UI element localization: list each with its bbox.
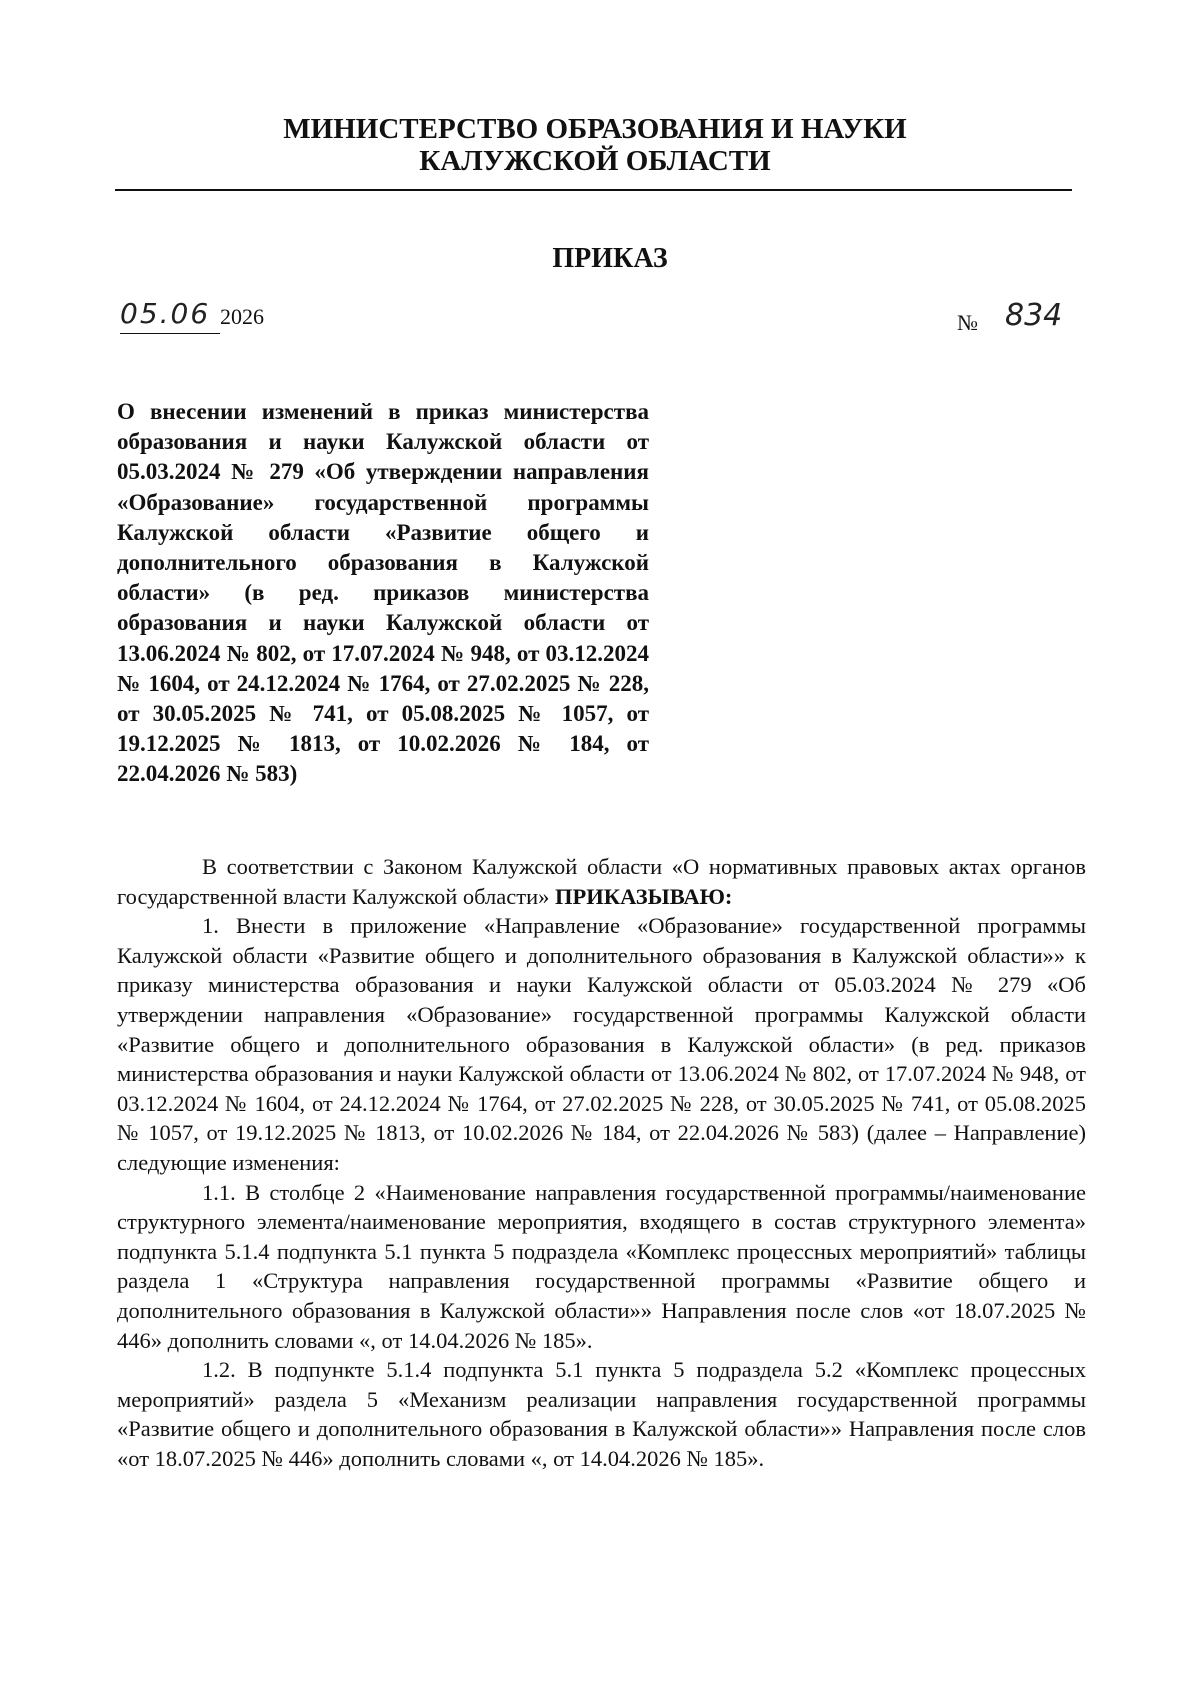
handwritten-number: 834 — [1005, 298, 1063, 333]
organization-name — [110, 113, 1080, 177]
order-body — [117, 852, 1086, 1473]
header-divider — [115, 189, 1072, 191]
organization-name-line1: МИНИСТЕРСТВО ОБРАЗОВАНИЯ И НАУКИ — [283, 113, 907, 145]
order-subject: О внесении изменений в приказ министерства образования и науки Калужской области от 05.03.2024 № 279 «Об утверждении направления «Образование» государственной программы Калужской области «Развитие общего и дополнительного образования в Калужской области» (в ред. приказов министерства образования и науки Калужской области от 13.06.2024 № 802, от 17.07.2024 № 948, от 03.12.2024 № 1604, от 24.12.2024 № 1764, от 27.02.2025 № 228, от 30.05.2025 № 741, от 05.08.2025 № 1057, от 19.12.2025 № 1813, от 10.02.2026 № 184, от 22.04.2026 № 583) — [117, 399, 649, 787]
order-word: ПРИКАЗЫВАЮ: — [555, 883, 733, 909]
document-type: ПРИКАЗ — [552, 243, 668, 274]
organization-name-line2: КАЛУЖСКОЙ ОБЛАСТИ — [419, 145, 771, 177]
preamble-paragraph — [117, 852, 1086, 911]
date-year: 2026 — [220, 304, 264, 329]
item-1-1: 1.1. В столбце 2 «Наименование направления государственной программы/наименование структурного элемента/наименование мероприятия, входящего в состав структурного элемента» подпункта 5.1.4 подпункта 5.1 пункта 5 подраздела «Комплекс процессных мероприятий» таблицы раздела 1 «Структура направления государственной программы «Развитие общего и дополнительного образования в Калужской области»» Направления после слов «от 18.07.2025 № 446» дополнить словами «, от 14.04.2026 № 185». — [117, 1179, 1086, 1353]
preamble-text: В соответствии с Законом Калужской области «О нормативных правовых актах органов государственной власти Калужской области» — [117, 854, 1086, 909]
date-underline — [120, 333, 220, 334]
item-1: 1. Внести в приложение «Направление «Образование» государственной программы Калужской области «Развитие общего и дополнительного образования в Калужской области»» к приказу министерства образования и науки Калужской области от 05.03.2024 № 279 «Об утверждении направления «Образование» государственной программы Калужской области «Развитие общего и дополнительного образования в Калужской области» (в ред. приказов министерства образования и науки Калужской области от 13.06.2024 № 802, от 17.07.2024 № 948, от 03.12.2024 № 1604, от 24.12.2024 № 1764, от 27.02.2025 № 228, от 30.05.2025 № 741, от 05.08.2025 № 1057, от 19.12.2025 № 1813, от 10.02.2026 № 184, от 22.04.2026 № 583) (далее – Направление) следующие изменения: — [117, 913, 1086, 1175]
item-1-2: 1.2. В подпункте 5.1.4 подпункта 5.1 пункта 5 подраздела 5.2 «Комплекс процессных мероприятий» раздела 5 «Механизм реализации направления государственной программы «Развитие общего и дополнительного образования в Калужской области»» Направления после слов «от 18.07.2025 № 446» дополнить словами «, от 14.04.2026 № 185». — [117, 1357, 1086, 1471]
number-label: № — [957, 310, 978, 335]
handwritten-date: 05.06 — [120, 297, 211, 330]
